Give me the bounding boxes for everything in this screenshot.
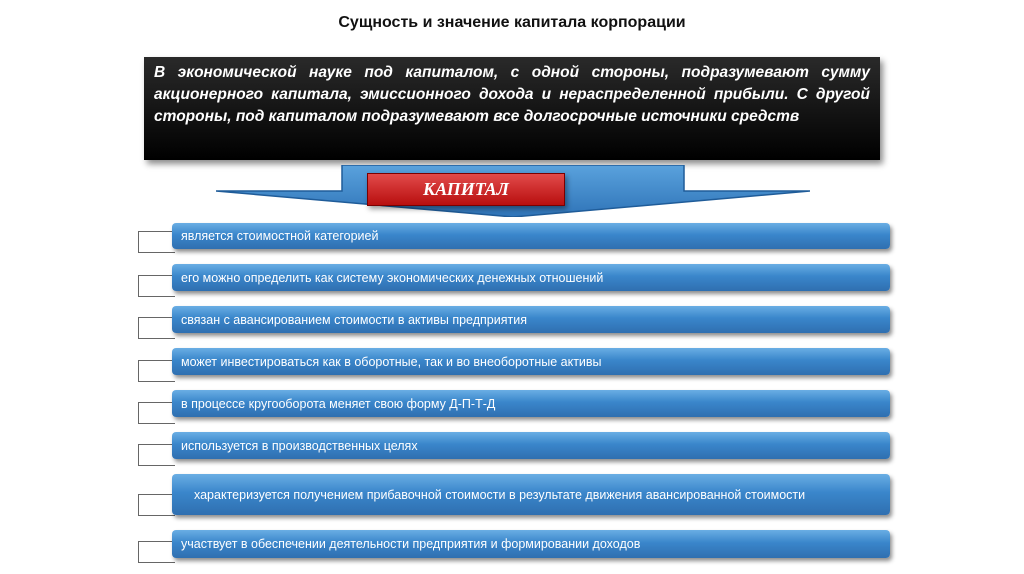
list-item-label: является стоимостной категорией [181,229,379,243]
list-item [172,306,890,333]
item-bracket [138,541,175,563]
item-bracket [138,402,175,424]
list-item [172,264,890,291]
list-item-label: в процессе кругооборота меняет свою форму Д-П-Т-Д [181,396,496,411]
list-item-label: используется в производственных целях [181,438,418,453]
definition-box [144,57,880,160]
item-bracket [138,231,175,253]
list-item [172,432,890,459]
item-bracket [138,494,175,516]
list-item-label: связан с авансированием стоимости в активы предприятия [181,312,527,327]
list-item-label: его можно определить как систему экономических денежных отношений [181,270,604,285]
kapital-label: КАПИТАЛ [367,173,565,206]
list-item [172,223,890,249]
slide-title: Сущность и значение капитала корпорации [338,14,686,31]
list-item-label: участвует в обеспечении деятельности предприятия и формировании доходов [181,537,641,551]
list-item [172,530,890,558]
list-item [172,474,890,515]
item-bracket [138,360,175,382]
list-item [172,348,890,375]
list-item-label: может инвестироваться как в оборотные, так и во внеоборотные активы [181,354,602,369]
list-item-label: характеризуется получением прибавочной стоимости в результате движения авансированной стоимости [194,487,806,502]
item-bracket [138,317,175,339]
definition-text: В экономической науке под капиталом, с одной стороны, подразумевают сумму акционерного капитала, эмиссионного дохода и нераспределенной прибыли. С другой стороны, под капиталом подразумевают все долгосрочные источники средств [154,64,870,125]
list-item [172,390,890,417]
item-bracket [138,444,175,466]
item-bracket [138,275,175,297]
